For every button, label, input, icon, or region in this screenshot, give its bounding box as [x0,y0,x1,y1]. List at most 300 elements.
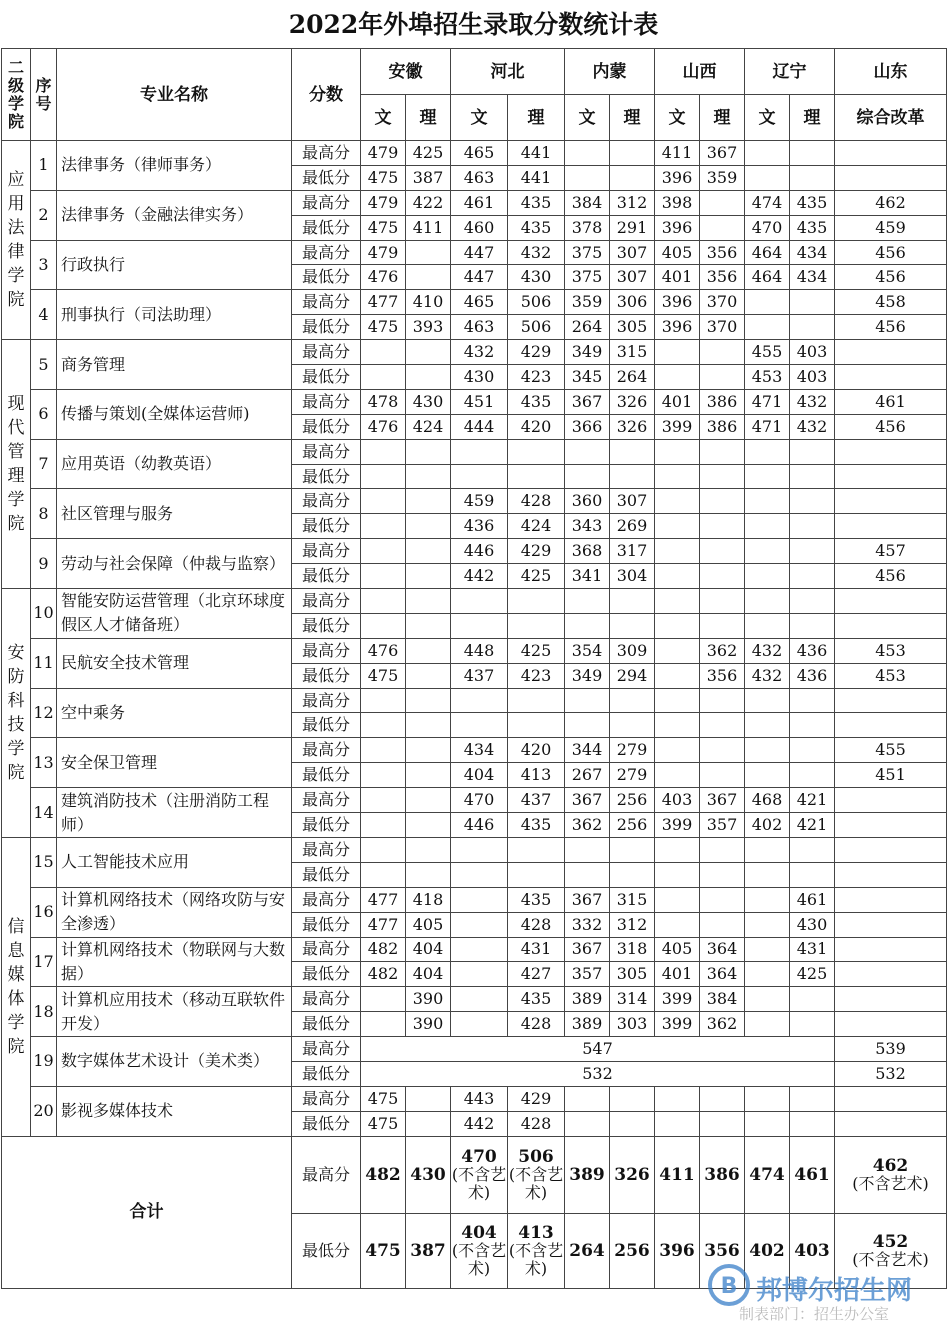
score-cell-hb-li: 506 [508,315,565,340]
score-cell-nm-wen [565,165,610,190]
score-cell-ln-wen [745,937,790,962]
total-value: 403 [794,1240,830,1261]
score-cell-hb-wen: 437 [451,663,508,688]
score-cell-sx-li [700,489,745,514]
score-cell-sd-zh: 451 [835,763,947,788]
total-cell-ah-wen [361,1213,406,1288]
score-cell-sd-zh [835,937,947,962]
score-cell-hb-li [508,713,565,738]
score-cell-ah-wen: 478 [361,389,406,414]
score-cell-hb-wen [451,688,508,713]
score-cell-hb-wen: 446 [451,539,508,564]
score-cell-ln-wen: 464 [745,265,790,290]
header-province-shanxi: 山西 [655,49,745,95]
score-cell-sd-zh [835,1111,947,1136]
score-cell-ln-li [790,165,835,190]
total-value: 482 [365,1164,401,1185]
score-cell-nm-wen: 360 [565,489,610,514]
score-cell-ln-li: 435 [790,190,835,215]
total-value: 256 [614,1240,650,1261]
score-cell-sd-zh: 458 [835,290,947,315]
score-cell-ah-li [406,788,451,813]
score-cell-nm-li: 256 [610,788,655,813]
score-cell-sx-wen: 411 [655,141,700,166]
major-name-cell: 应用英语（幼教英语） [57,439,292,489]
score-cell-nm-li: 303 [610,1012,655,1037]
score-cell-nm-wen: 357 [565,962,610,987]
score-cell-ah-wen: 482 [361,962,406,987]
total-value: 404 [461,1222,497,1243]
total-value: 386 [704,1164,740,1185]
score-cell-sx-wen: 401 [655,962,700,987]
score-type-cell: 最低分 [292,663,361,688]
score-cell-nm-li [610,165,655,190]
score-cell-ah-wen [361,862,406,887]
major-name-cell: 劳动与社会保障（仲裁与监察） [57,539,292,589]
score-cell-nm-wen [565,1086,610,1111]
score-cell-sd-zh [835,862,947,887]
score-cell-sd-zh: 532 [835,1061,947,1086]
total-cell-sx-wen [655,1213,700,1288]
total-cell-sx-wen [655,1136,700,1213]
score-cell-hb-li: 430 [508,265,565,290]
college-cell: 信 息 媒 体 学 院 [2,837,31,1136]
score-cell-sd-zh [835,365,947,390]
score-cell-nm-li: 314 [610,987,655,1012]
score-cell-sx-li [700,365,745,390]
score-cell-hb-wen: 432 [451,340,508,365]
score-cell-ln-li [790,514,835,539]
score-cell-hb-li [508,862,565,887]
score-cell-nm-wen: 367 [565,389,610,414]
score-cell-sx-wen [655,564,700,589]
score-cell-ah-li: 411 [406,215,451,240]
score-cell-nm-li: 279 [610,738,655,763]
score-cell-hb-wen [451,713,508,738]
seq-cell: 19 [31,1037,57,1087]
score-cell-sd-zh: 459 [835,215,947,240]
score-cell-hb-wen: 463 [451,315,508,340]
score-cell-nm-wen: 367 [565,788,610,813]
seq-cell: 18 [31,987,57,1037]
score-cell-sx-li: 384 [700,987,745,1012]
score-cell-nm-li: 326 [610,414,655,439]
score-cell-ah-wen [361,837,406,862]
score-cell-ah-li [406,439,451,464]
score-type-cell: 最高分 [292,937,361,962]
score-cell-hb-wen [451,862,508,887]
header-row-provinces [2,49,947,95]
score-cell-nm-wen [565,439,610,464]
total-value: 413 [518,1222,554,1243]
score-cell-sx-wen: 396 [655,215,700,240]
header-wen: 文 [565,95,610,141]
score-cell-ln-wen [745,962,790,987]
score-cell-sd-zh: 453 [835,663,947,688]
score-cell-nm-li: 315 [610,340,655,365]
score-type-cell: 最高分 [292,1086,361,1111]
major-name-cell: 法律事务（金融法律实务） [57,190,292,240]
score-cell-sx-li [700,539,745,564]
score-cell-ln-li: 425 [790,962,835,987]
score-type-cell: 最高分 [292,887,361,912]
score-cell-sd-zh [835,514,947,539]
score-cell-ln-wen [745,738,790,763]
score-cell-ah-li [406,514,451,539]
score-cell-ln-li: 434 [790,265,835,290]
score-cell-sx-wen [655,613,700,638]
score-cell-hb-wen [451,589,508,614]
score-cell-nm-wen: 378 [565,215,610,240]
table-row [2,1086,947,1111]
score-cell-nm-wen: 384 [565,190,610,215]
score-cell-ah-wen [361,539,406,564]
major-name-cell: 民航安全技术管理 [57,638,292,688]
score-cell-sx-li: 356 [700,265,745,290]
table-row [2,141,947,166]
score-cell-hb-wen: 470 [451,788,508,813]
total-cell-sd-zh [835,1136,947,1213]
score-cell-hb-wen: 448 [451,638,508,663]
score-cell-ln-wen: 455 [745,340,790,365]
score-cell-sx-li [700,464,745,489]
score-cell-sx-wen: 396 [655,315,700,340]
score-cell-nm-wen: 332 [565,912,610,937]
score-cell-sx-li [700,738,745,763]
major-name-cell: 行政执行 [57,240,292,290]
score-cell-ln-wen [745,887,790,912]
score-cell-ah-li [406,464,451,489]
score-cell-ah-wen: 482 [361,937,406,962]
score-cell-hb-wen: 436 [451,514,508,539]
score-cell-nm-li [610,837,655,862]
score-cell-ln-li: 403 [790,340,835,365]
score-type-cell: 最高分 [292,638,361,663]
score-cell-ah-li [406,862,451,887]
score-cell-sx-li [700,514,745,539]
score-cell-hb-wen: 446 [451,813,508,838]
seq-cell: 20 [31,1086,57,1136]
score-cell-nm-wen: 375 [565,240,610,265]
score-cell-sd-zh: 456 [835,265,947,290]
score-cell-ln-li: 432 [790,414,835,439]
score-cell-ah-li [406,688,451,713]
score-cell-sx-wen [655,663,700,688]
score-cell-sx-li [700,190,745,215]
page-title: 2022年外埠招生录取分数统计表 [288,10,659,39]
score-cell-sd-zh: 455 [835,738,947,763]
score-cell-hb-wen [451,1012,508,1037]
score-cell-sx-wen [655,1111,700,1136]
score-cell-ln-li: 431 [790,937,835,962]
score-cell-sx-li: 362 [700,638,745,663]
major-name-cell: 建筑消防技术（注册消防工程师） [57,788,292,838]
score-cell-ln-wen: 432 [745,663,790,688]
header-seq: 序 号 [31,49,57,141]
score-cell-hb-li: 428 [508,912,565,937]
score-cell-sd-zh [835,788,947,813]
total-cell-ah-li [406,1213,451,1288]
score-cell-sd-zh [835,464,947,489]
table-row [2,589,947,614]
score-cell-ah-li [406,340,451,365]
score-cell-sx-wen [655,713,700,738]
score-cell-ln-wen [745,589,790,614]
score-cell-sd-zh: 453 [835,638,947,663]
score-cell-sx-wen: 401 [655,389,700,414]
score-cell-nm-wen [565,1111,610,1136]
score-cell-ah-li: 430 [406,389,451,414]
score-cell-hb-wen: 463 [451,165,508,190]
score-cell-ln-wen: 432 [745,638,790,663]
score-cell-hb-wen: 434 [451,738,508,763]
score-cell-nm-wen: 264 [565,315,610,340]
score-cell-ah-li [406,713,451,738]
score-cell-ln-li [790,464,835,489]
score-cell-ah-li [406,564,451,589]
total-value: 326 [614,1164,650,1185]
score-cell-ln-wen [745,290,790,315]
score-cell-merged: 532 [361,1061,835,1086]
score-cell-ah-wen: 477 [361,290,406,315]
score-cell-nm-wen: 367 [565,887,610,912]
seq-cell: 1 [31,141,57,191]
score-cell-sx-wen [655,862,700,887]
score-cell-nm-li: 269 [610,514,655,539]
score-cell-sx-li [700,763,745,788]
score-cell-ah-wen [361,439,406,464]
table-row [2,389,947,414]
score-type-cell: 最高分 [292,738,361,763]
header-college: 二 级 学 院 [2,49,31,141]
score-cell-nm-li: 318 [610,937,655,962]
major-name-cell: 人工智能技术应用 [57,837,292,887]
header-province-liaoning: 辽宁 [745,49,835,95]
table-row [2,788,947,813]
total-label: 合计 [2,1136,292,1288]
score-cell-ah-li [406,837,451,862]
score-cell-hb-li: 429 [508,1086,565,1111]
header-major: 专业名称 [57,49,292,141]
total-cell-nm-wen [565,1213,610,1288]
score-cell-nm-wen: 368 [565,539,610,564]
score-cell-ln-li: 430 [790,912,835,937]
score-cell-sx-li [700,912,745,937]
header-province-anhui: 安徽 [361,49,451,95]
total-value: 402 [749,1240,785,1261]
score-cell-hb-li: 432 [508,240,565,265]
score-cell-nm-wen [565,589,610,614]
total-cell-nm-li [610,1136,655,1213]
score-type-cell: 最低分 [292,613,361,638]
major-name-cell: 传播与策划(全媒体运营师) [57,389,292,439]
score-cell-ln-wen: 474 [745,190,790,215]
score-cell-ln-li [790,564,835,589]
table-row [2,240,947,265]
score-cell-hb-li [508,439,565,464]
score-cell-sd-zh [835,439,947,464]
score-cell-hb-li: 413 [508,763,565,788]
college-cell: 现 代 管 理 学 院 [2,340,31,589]
score-cell-ah-wen [361,713,406,738]
score-cell-ah-wen [361,589,406,614]
score-cell-sd-zh [835,165,947,190]
score-cell-nm-wen: 367 [565,937,610,962]
score-cell-sx-li: 357 [700,813,745,838]
score-cell-nm-wen [565,862,610,887]
table-row [2,340,947,365]
major-name-cell: 影视多媒体技术 [57,1086,292,1136]
score-cell-sx-wen: 399 [655,1012,700,1037]
score-cell-sx-li [700,837,745,862]
score-cell-ah-wen [361,514,406,539]
score-cell-ln-li [790,539,835,564]
score-type-cell: 最低分 [292,165,361,190]
score-cell-sd-zh [835,688,947,713]
score-cell-ln-wen [745,564,790,589]
score-cell-sx-li [700,439,745,464]
score-cell-hb-li: 427 [508,962,565,987]
score-cell-ah-wen [361,763,406,788]
score-type-cell: 最高分 [292,389,361,414]
score-cell-hb-wen: 447 [451,265,508,290]
score-cell-sx-wen: 405 [655,240,700,265]
score-cell-sx-li: 356 [700,240,745,265]
score-cell-sd-zh: 462 [835,190,947,215]
score-cell-nm-wen [565,713,610,738]
score-cell-ln-wen [745,439,790,464]
score-type-cell: 最低分 [292,713,361,738]
score-cell-nm-wen: 362 [565,813,610,838]
score-cell-ln-li [790,613,835,638]
score-cell-nm-wen: 341 [565,564,610,589]
score-cell-sx-li [700,215,745,240]
score-cell-sx-wen [655,912,700,937]
score-cell-hb-li [508,837,565,862]
score-cell-ln-wen [745,688,790,713]
total-value: 474 [749,1164,785,1185]
score-cell-ln-li [790,987,835,1012]
score-cell-nm-li: 264 [610,365,655,390]
score-cell-nm-li [610,141,655,166]
score-cell-ah-li: 418 [406,887,451,912]
score-cell-nm-wen: 389 [565,987,610,1012]
score-cell-hb-li: 420 [508,414,565,439]
total-cell-ln-li [790,1136,835,1213]
total-value: 475 [365,1240,401,1261]
header-score: 分数 [292,49,361,141]
score-cell-ln-wen: 471 [745,414,790,439]
score-cell-hb-wen [451,962,508,987]
seq-cell: 4 [31,290,57,340]
score-cell-hb-li: 423 [508,365,565,390]
watermark-text: 邦博尔招生网 [756,1276,913,1306]
score-cell-hb-wen [451,464,508,489]
score-cell-nm-li [610,1086,655,1111]
score-cell-sx-li: 364 [700,962,745,987]
score-cell-ln-li [790,763,835,788]
score-cell-ln-li [790,1012,835,1037]
score-cell-hb-wen [451,887,508,912]
score-type-cell: 最低分 [292,265,361,290]
score-cell-ah-li: 424 [406,414,451,439]
score-cell-ah-li [406,663,451,688]
major-name-cell: 刑事执行（司法助理） [57,290,292,340]
score-cell-nm-li [610,613,655,638]
score-type-cell: 最低分 [292,1012,361,1037]
score-cell-ah-wen: 475 [361,165,406,190]
score-type-cell: 最高分 [292,688,361,713]
score-cell-hb-wen: 459 [451,489,508,514]
score-type-cell: 最低分 [292,1111,361,1136]
seq-cell: 9 [31,539,57,589]
score-cell-nm-li [610,439,655,464]
score-type-cell: 最高分 [292,788,361,813]
score-cell-nm-wen [565,464,610,489]
table-row [2,489,947,514]
score-cell-sd-zh: 457 [835,539,947,564]
score-type-cell: 最高分 [292,340,361,365]
score-cell-sd-zh: 461 [835,389,947,414]
score-cell-hb-li: 420 [508,738,565,763]
score-cell-sx-wen: 401 [655,265,700,290]
score-cell-sd-zh: 456 [835,414,947,439]
score-cell-ln-wen [745,837,790,862]
score-cell-ah-wen: 475 [361,1111,406,1136]
total-note: (不含艺术) [508,1240,564,1278]
score-cell-sx-wen [655,638,700,663]
total-cell-sx-li [700,1136,745,1213]
score-type-cell: 最低分 [292,365,361,390]
seq-cell: 2 [31,190,57,240]
score-cell-sd-zh [835,1012,947,1037]
header-shandong-sub: 综合改革 [835,95,947,141]
major-name-cell: 社区管理与服务 [57,489,292,539]
score-cell-ln-wen: 468 [745,788,790,813]
score-cell-sd-zh [835,489,947,514]
score-cell-ah-li [406,240,451,265]
header-wen: 文 [451,95,508,141]
score-cell-sx-wen [655,589,700,614]
table-row [2,688,947,713]
score-cell-nm-wen [565,141,610,166]
score-cell-ln-li [790,141,835,166]
score-cell-ln-wen: 402 [745,813,790,838]
score-cell-nm-wen [565,613,610,638]
score-type-cell: 最高分 [292,290,361,315]
total-note: (不含艺术) [451,1240,507,1278]
major-name-cell: 空中乘务 [57,688,292,738]
score-cell-ah-wen [361,788,406,813]
score-cell-ln-wen [745,1086,790,1111]
seq-cell: 3 [31,240,57,290]
seq-cell: 15 [31,837,57,887]
score-cell-sx-li [700,613,745,638]
score-cell-ln-li [790,439,835,464]
score-cell-sx-wen: 396 [655,290,700,315]
table-row [2,937,947,962]
header-li: 理 [406,95,451,141]
college-cell: 应 用 法 律 学 院 [2,141,31,340]
total-value: 462 [872,1155,909,1176]
score-cell-ah-wen: 475 [361,215,406,240]
score-cell-ah-li: 425 [406,141,451,166]
table-row [2,290,947,315]
score-cell-ah-li [406,1111,451,1136]
score-cell-sx-li: 367 [700,141,745,166]
score-cell-nm-wen: 354 [565,638,610,663]
score-cell-ah-wen [361,489,406,514]
